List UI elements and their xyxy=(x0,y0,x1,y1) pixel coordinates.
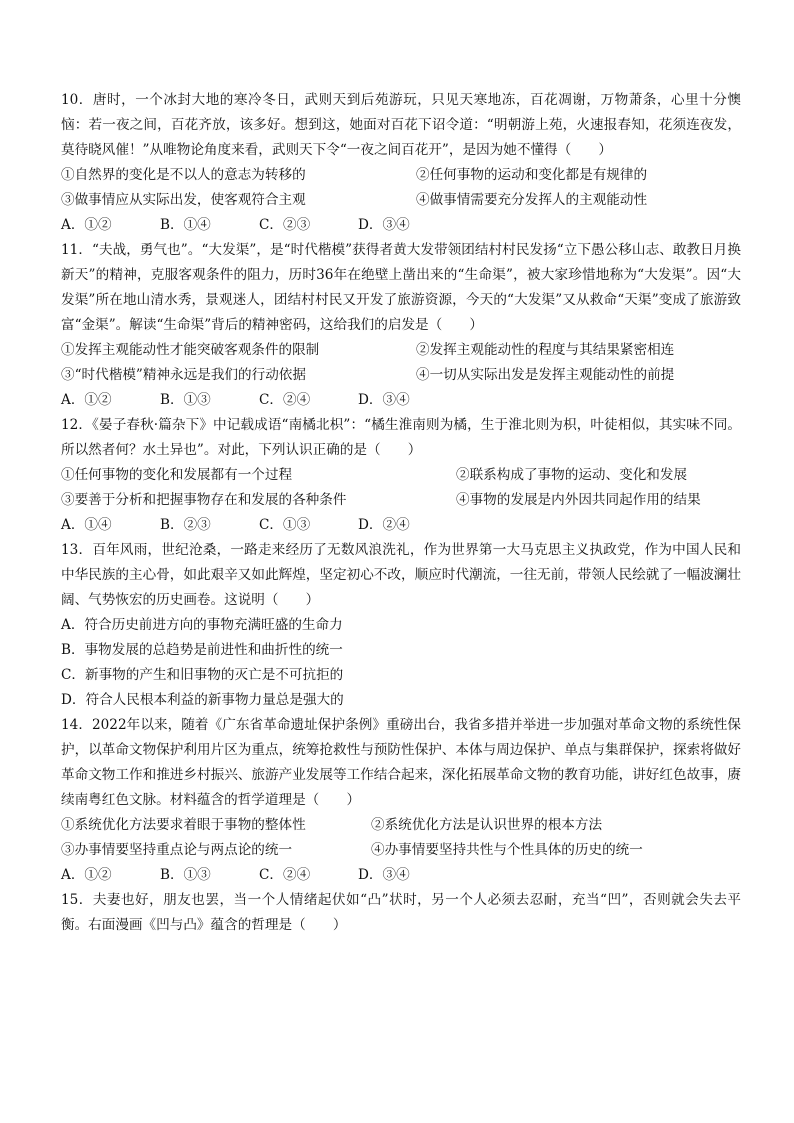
answer-choices xyxy=(61,863,741,888)
choice-d: D．③④ xyxy=(358,217,410,233)
choice-b: B．②③ xyxy=(160,517,211,533)
statement-3: ③做事情应从实际出发，使客观符合主观 xyxy=(61,192,306,208)
statement-4: ④办事情要坚持共性与个性具体的历史的统一 xyxy=(371,842,643,858)
statement-1: ①发挥主观能动性才能突破客观条件的限制 xyxy=(61,342,320,358)
choice-b: B．①④ xyxy=(160,217,211,233)
statement-row xyxy=(61,838,741,863)
option-c: C．新事物的产生和旧事物的灭亡是不可抗拒的 xyxy=(61,667,344,683)
statement-4: ④做事情需要充分发挥人的主观能动性 xyxy=(416,192,648,208)
statement-1: ①自然界的变化是不以人的意志为转移的 xyxy=(61,167,306,183)
choice-a: A．①② xyxy=(61,217,112,233)
question-stem: 14．2022年以来，随着《广东省革命遗址保护条例》重磅出台，我省多措并举进一步加强对革命文物的系统性保护，以革命文物保护利用片区为重点，统筹抢救性与预防性保护、本体与周边保护、单点与集群保护，探索将做好革命文物工作和推进乡村振兴、旅游产业发展等工作结合起来，深化拓展革命文物的教育功能，讲好红色故事，赓续南粤红色文脉。材料蕴含的哲学道理是（ ） xyxy=(61,717,741,808)
question-stem: 10．唐时，一个冰封大地的寒冷冬日，武则天到后苑游玩，只见天寒地冻，百花凋谢，万物萧条，心里十分懊恼：若一夜之间，百花齐放，该多好。想到这，她面对百花下诏令道：“明朝游上苑，火速报春知，花须连夜发，莫待晓风催！”从唯物论角度来看，武则天下令“一夜之间百花开”，是因为她不懂得（ ） xyxy=(61,92,741,158)
statement-row xyxy=(61,338,741,363)
question-11 xyxy=(61,238,741,413)
statement-row xyxy=(61,463,741,488)
statement-row xyxy=(61,488,741,513)
question-12 xyxy=(61,413,741,538)
question-stem: 15．夫妻也好，朋友也罢，当一个人情绪起伏如“凸”状时，另一个人必须去忍耐，充当“凹”，否则就会失去平衡。右面漫画《凹与凸》蕴含的哲理是（ ） xyxy=(61,892,741,933)
question-13 xyxy=(61,538,741,713)
statement-row xyxy=(61,163,741,188)
answer-choices xyxy=(61,513,741,538)
question-10 xyxy=(61,88,741,238)
question-14 xyxy=(61,713,741,888)
choice-c: C．②④ xyxy=(259,392,311,408)
answer-choices xyxy=(61,388,741,413)
statement-4: ④事物的发展是内外因共同起作用的结果 xyxy=(456,492,701,508)
answer-choices xyxy=(61,213,741,238)
statement-row xyxy=(61,363,741,388)
statement-3: ③要善于分析和把握事物存在和发展的各种条件 xyxy=(61,492,347,508)
statement-1: ①系统优化方法要求着眼于事物的整体性 xyxy=(61,817,306,833)
choice-d: D．③④ xyxy=(358,392,410,408)
statement-2: ②发挥主观能动性的程度与其结果紧密相连 xyxy=(416,342,675,358)
option-d: D．符合人民根本利益的新事物力量总是强大的 xyxy=(61,692,344,708)
choice-a: A．①② xyxy=(61,392,112,408)
statement-row xyxy=(61,813,741,838)
statement-2: ②联系构成了事物的运动、变化和发展 xyxy=(456,467,688,483)
statement-row xyxy=(61,188,741,213)
question-stem: 11．“夫战，勇气也”。“大发渠”，是“时代楷模”获得者黄大发带领团结村村民发扬“立下愚公移山志、敢教日月换新天”的精神，克服客观条件的阻力，历时36年在绝壁上凿出来的“生命渠”，被大家珍惜地称为“大发渠”。因“大发渠”所在地山清水秀，景观迷人，团结村村民又开发了旅游资源，今天的“大发渠”又从救命“天渠”变成了旅游致富“金渠”。解读“生命渠”背后的精神密码，这给我们的启发是（ ） xyxy=(61,242,741,333)
option-a: A．符合历史前进方向的事物充满旺盛的生命力 xyxy=(61,617,343,633)
statement-2: ②系统优化方法是认识世界的根本方法 xyxy=(371,817,603,833)
question-stem: 12．《晏子春秋·篇杂下》中记载成语“南橘北枳”：“橘生淮南则为橘，生于淮北则为枳，叶徒相似，其实味不同。所以然者何？水土异也”。对此，下列认识正确的是（ ） xyxy=(61,417,741,458)
statement-2: ②任何事物的运动和变化都是有规律的 xyxy=(416,167,648,183)
choice-d: D．②④ xyxy=(358,517,410,533)
choice-c: C．②③ xyxy=(259,217,311,233)
option-b: B．事物发展的总趋势是前进性和曲折性的统一 xyxy=(61,642,343,658)
choice-a: A．①② xyxy=(61,867,112,883)
question-stem: 13．百年风雨，世纪沧桑，一路走来经历了无数风浪洗礼，作为世界第一大马克思主义执政党，作为中国人民和中华民族的主心骨，如此艰辛又如此辉煌，坚定初心不改，顺应时代潮流，一往无前，带领人民绘就了一幅波澜壮阔、气势恢宏的历史画卷。这说明（ ） xyxy=(61,542,741,608)
choice-b: B．①③ xyxy=(160,392,211,408)
statement-4: ④一切从实际出发是发挥主观能动性的前提 xyxy=(416,367,675,383)
statement-3: ③办事情要坚持重点论与两点论的统一 xyxy=(61,842,293,858)
statement-3: ③“时代楷模”精神永远是我们的行动依据 xyxy=(61,367,306,383)
choice-d: D．③④ xyxy=(358,867,410,883)
statement-1: ①任何事物的变化和发展都有一个过程 xyxy=(61,467,293,483)
choice-a: A．①④ xyxy=(61,517,112,533)
choice-c: C．②④ xyxy=(259,867,311,883)
question-15 xyxy=(61,888,741,938)
choice-c: C．①③ xyxy=(259,517,311,533)
exam-page xyxy=(61,88,741,938)
choice-b: B．①③ xyxy=(160,867,211,883)
